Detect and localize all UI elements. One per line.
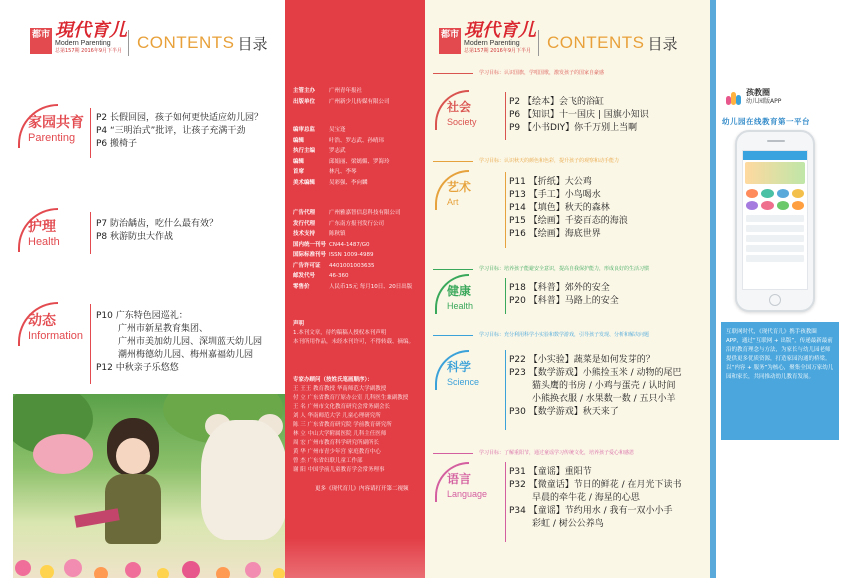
app-name: 孩教圈 xyxy=(746,88,770,97)
heading-divider xyxy=(128,30,129,56)
masthead-value: CN44-1487/G0 xyxy=(329,241,370,248)
app-banner xyxy=(745,162,805,184)
masthead-key: 编辑 xyxy=(293,137,305,144)
list-item[interactable]: P2 【绘本】会飞的浴缸 xyxy=(509,97,605,107)
section-art xyxy=(435,178,471,207)
masthead-key: 邮发代号 xyxy=(293,273,316,279)
masthead-value: 林凡、李琴 xyxy=(329,169,357,175)
section-title-cn: 护理 xyxy=(28,219,56,235)
logo-subtitle: Modern Parenting xyxy=(55,40,111,47)
section-health xyxy=(435,282,473,311)
section-parenting xyxy=(18,112,84,144)
magazine-logo xyxy=(439,22,536,54)
contents-cn: 目录 xyxy=(647,34,678,53)
girl-face xyxy=(116,438,150,474)
masthead-row xyxy=(293,282,412,293)
section-language xyxy=(435,470,487,499)
learning-goal: 学习目标：认识秋天的颜色和色彩，提升孩子的观察和动手能力 xyxy=(475,158,619,165)
masthead-gap xyxy=(293,107,412,125)
app-tile-icon xyxy=(792,201,804,210)
logo-subtitle: Modern Parenting xyxy=(464,40,520,47)
contents-cn: 目录 xyxy=(237,34,268,53)
masthead-value: 广州新少儿传媒有限公司 xyxy=(329,98,390,105)
statement-heading: 声明 xyxy=(293,321,305,327)
masthead-key: 技术支持 xyxy=(293,231,316,237)
list-item[interactable]: P12 中秋亲子乐悠悠 xyxy=(96,363,179,373)
masthead-row xyxy=(293,157,412,168)
section-items-science xyxy=(509,354,682,419)
list-item[interactable]: P11 【折纸】大公鸡 xyxy=(509,177,592,187)
list-item[interactable]: P7 防治龋齿，吃什么最有效？ xyxy=(96,219,219,229)
logo-issue: 总第157期 2016年9月下半月 xyxy=(464,48,532,54)
list-item[interactable]: 猫头鹰的书房 / 小鸡与蛋壳 / 认时间 xyxy=(532,381,676,391)
masthead-row xyxy=(293,97,412,108)
app-tile-icon xyxy=(746,189,758,198)
expert-line: 付 立 广东省教育厅原办公室 儿科医生兼副教授 xyxy=(293,395,409,401)
masthead-value: 46-360 xyxy=(329,273,349,279)
feed-row xyxy=(746,225,804,232)
section-divider xyxy=(505,350,506,430)
learning-goal: 学习目标：认识国旗，学唱国歌，激发孩子的国家自豪感 xyxy=(475,70,604,77)
list-item[interactable]: P14 【填色】秋天的森林 xyxy=(509,203,610,213)
list-item[interactable]: P16 【绘画】海底世界 xyxy=(509,229,601,239)
logo-seal: 都市 xyxy=(439,28,461,54)
masthead-row xyxy=(293,208,412,219)
section-title-en: Health xyxy=(28,236,60,248)
masthead-key: 广告代理 xyxy=(293,210,316,216)
masthead-key: 编审总监 xyxy=(293,127,316,133)
masthead-key: 首席 xyxy=(293,169,305,175)
expert-line: 陈 三 广东省教育研究院 学前教育研究所 xyxy=(293,422,392,428)
section-items-society xyxy=(509,96,649,135)
masthead-row xyxy=(293,261,412,272)
section-title-en: Science xyxy=(447,377,480,387)
list-item[interactable]: 广州市美加幼儿园、深圳蓝天幼儿园 xyxy=(118,337,263,347)
experts-block xyxy=(293,376,408,475)
masthead-key: 零售价 xyxy=(293,283,310,290)
list-item[interactable]: P15 【绘画】千姿百态的海浪 xyxy=(509,216,628,226)
masthead-row xyxy=(293,86,412,97)
list-item[interactable]: P9 【小书DIY】你千万别上当啊 xyxy=(509,123,638,133)
feed-row xyxy=(746,215,804,222)
expert-line: 刘 人 华南师范大学 儿童心理研究所 xyxy=(293,413,381,419)
logo-issue: 总第157期 2016年9月下半月 xyxy=(55,48,123,54)
masthead-value: 吴宝逢 xyxy=(329,127,346,133)
logo-script: 現代育儿 xyxy=(55,20,127,41)
list-item[interactable]: 早晨的牵牛花 / 海星的心思 xyxy=(532,493,640,503)
teddy-bear xyxy=(201,420,285,540)
list-item[interactable]: P8 秋游防虫大作战 xyxy=(96,232,174,242)
list-item[interactable]: P6 搬椅子 xyxy=(96,139,138,149)
section-society xyxy=(435,98,477,127)
app-logo-icon xyxy=(726,89,742,105)
section-title-cn: 社会 xyxy=(447,100,472,114)
logo-script: 現代育儿 xyxy=(464,20,536,41)
section-items-parenting xyxy=(96,112,263,151)
list-item[interactable]: P20 【科普】马路上的安全 xyxy=(509,296,619,306)
section-science xyxy=(435,358,479,387)
masthead-key: 出版单位 xyxy=(293,98,316,105)
masthead-row xyxy=(293,167,412,178)
masthead-row xyxy=(293,146,412,157)
masthead-value: 叶浩、罗志武、孙晴玮 xyxy=(329,137,385,144)
toc-page xyxy=(425,0,710,578)
section-title-en: Society xyxy=(447,117,477,127)
app-desc: 幼儿园版APP xyxy=(746,98,782,105)
expert-line: 曾 杰 广东省妇联儿童工作部 xyxy=(293,458,363,464)
section-divider xyxy=(505,92,506,140)
section-items-health xyxy=(509,282,619,308)
feed-row xyxy=(746,245,804,252)
app-icon-grid xyxy=(743,186,807,213)
section-title-cn: 科学 xyxy=(447,360,472,374)
masthead-row xyxy=(293,136,412,147)
section-title-en: Parenting xyxy=(28,132,76,144)
section-health xyxy=(18,216,60,248)
list-item[interactable]: P10 广东特色园巡礼： xyxy=(96,311,188,321)
photo-flowers xyxy=(33,434,93,474)
masthead-row xyxy=(293,271,412,282)
list-item[interactable]: P32 【微童话】节日的鲜花 / 在月光下读书 xyxy=(509,480,682,490)
masthead-value: 广州雅嘉智信息科技有限公司 xyxy=(329,210,401,216)
list-item[interactable]: P6 【知识】十一国庆 | 国旗小知识 xyxy=(509,110,649,120)
masthead-key: 发行代理 xyxy=(293,220,316,227)
masthead-value: 广东南方报刊发行公司 xyxy=(329,220,385,227)
app-tile-icon xyxy=(792,189,804,198)
app-blurb: 互联网时代，《现代育儿》携手孩教圈 APP，通过“互联网 + 出版”，传递最新最前沿的教育理念与方法，为家长与幼儿园老师提供更多优质资源，打造家园沟通的桥梁。以“内容 + 服务”为核心，聚集全国万家幼儿园和家长，共同推动幼儿教育发展。 xyxy=(721,322,839,440)
contents-heading xyxy=(128,30,268,56)
expert-line: 黄 华 广州市青少年宫 家庭教育中心 xyxy=(293,449,381,455)
torn-edge xyxy=(285,538,425,578)
masthead-key: 执行主编 xyxy=(293,148,316,154)
statement-block xyxy=(293,320,414,347)
phone-mockup xyxy=(735,130,815,312)
expert-line: 林 立 中山大学附属医院 儿科主任医师 xyxy=(293,431,387,437)
section-divider xyxy=(90,212,91,254)
masthead-key: 广告许可证 xyxy=(293,262,321,269)
expert-line: 王 名 广州市文化教育研究会常务副会长 xyxy=(293,404,390,410)
masthead-value: 陈秋镇 xyxy=(329,231,346,237)
app-logo xyxy=(726,88,781,106)
magazine-logo xyxy=(30,22,127,54)
masthead-key: 编辑 xyxy=(293,158,305,165)
list-item[interactable]: 小熊换衣服 / 水果数一数 / 五只小羊 xyxy=(532,394,676,404)
flower-border xyxy=(13,538,285,578)
list-item[interactable]: P23 【数学游戏】小熊捡玉米 / 动物的尾巴 xyxy=(509,368,682,378)
app-tile-icon xyxy=(777,189,789,198)
masthead-row xyxy=(293,125,412,136)
section-items-health xyxy=(96,218,218,244)
masthead-panel xyxy=(285,0,425,578)
blue-stripe xyxy=(710,0,716,578)
section-divider xyxy=(505,278,506,314)
section-title-en: Health xyxy=(447,301,474,311)
masthead-value: 人民币15元 每月10日、20日出版 xyxy=(329,283,413,290)
section-divider xyxy=(90,108,91,158)
child-photo xyxy=(13,394,285,578)
list-item[interactable]: P13 【手工】小鸟喝水 xyxy=(509,190,601,200)
list-item[interactable]: P4 “三明治式”批评，让孩子充满干劲 xyxy=(96,126,246,136)
bottom-note: 更多《现代育儿》内容请打开第二视频 xyxy=(315,486,409,492)
expert-line: 谢 阳 中国学前儿童教育学会常务理事 xyxy=(293,467,385,473)
list-item[interactable]: P31 【童谣】重阳节 xyxy=(509,467,592,477)
learning-goal: 学习目标：培养孩子能避安全意识，提高自我保护能力，形成良好的生活习惯 xyxy=(475,266,649,273)
statement-line: 本刊所用作品，未经本刊许可，不得转载、摘编。 xyxy=(293,339,415,345)
masthead-row xyxy=(293,229,412,240)
masthead-row xyxy=(293,250,412,261)
app-tile-icon xyxy=(746,201,758,210)
list-item[interactable]: P30 【数学游戏】秋天来了 xyxy=(509,407,619,417)
contents-en: CONTENTS xyxy=(137,33,235,52)
masthead-row xyxy=(293,178,412,189)
statement-line: 1.本刊文章，待约稿稿人授权本刊声明 xyxy=(293,330,387,336)
list-item[interactable]: P2 长假回园，孩子如何更快适应幼儿园？ xyxy=(96,113,264,123)
section-title-cn: 家园共育 xyxy=(28,115,84,131)
expert-line: 周 宏 广州市教育科学研究所副所长 xyxy=(293,440,379,446)
section-items-information xyxy=(96,310,262,375)
learning-goal: 学习目标：了解重阳节，通过童谣学习传统文化，培养孩子爱心和感恩 xyxy=(475,450,634,457)
feed-row xyxy=(746,235,804,242)
section-divider xyxy=(505,172,506,248)
contents-heading xyxy=(538,30,678,56)
app-tile-icon xyxy=(761,201,773,210)
left-page xyxy=(0,0,285,578)
masthead-key: 主管主办 xyxy=(293,88,316,94)
masthead-value: 罗志武 xyxy=(329,148,346,154)
contents-en: CONTENTS xyxy=(547,33,645,52)
logo-seal: 都市 xyxy=(30,28,52,54)
section-divider xyxy=(505,462,506,542)
expert-line: 王 王王 教育教授 华南师范大学副教授 xyxy=(293,386,387,392)
masthead-value: 邱娟丽、梁嫣媚、罗海玲 xyxy=(329,158,390,165)
app-tile-icon xyxy=(777,201,789,210)
phone-screen xyxy=(742,150,808,290)
section-title-cn: 艺术 xyxy=(447,180,472,194)
heading-divider xyxy=(538,30,539,56)
app-topbar xyxy=(743,151,807,160)
section-title-en: Art xyxy=(447,197,459,207)
section-items-art xyxy=(509,176,628,241)
section-divider xyxy=(90,304,91,384)
masthead-value: 吴彩强、李向麟 xyxy=(329,179,368,186)
app-slogan: 幼儿园在线教育第一平台 xyxy=(722,117,810,126)
section-information xyxy=(18,310,83,342)
list-item[interactable]: P34 【童谣】节约用水 / 我有一双小小手 xyxy=(509,506,673,516)
phone-speaker xyxy=(767,140,785,142)
section-title-en: Language xyxy=(447,489,488,499)
masthead-value: 广州青年报社 xyxy=(329,88,363,94)
list-item[interactable]: 潮州梅德幼儿园、梅州嘉福幼儿园 xyxy=(118,350,254,360)
list-item[interactable]: P22 【小实验】蔬菜是如何发芽的？ xyxy=(509,355,655,365)
section-title-cn: 语言 xyxy=(447,472,472,486)
app-feed xyxy=(743,213,807,267)
list-item[interactable]: 彩虹 / 树公公养鸟 xyxy=(532,519,604,529)
masthead-list xyxy=(293,86,412,292)
masthead-key: 美术编辑 xyxy=(293,179,316,186)
masthead-row xyxy=(293,219,412,230)
masthead-value: ISSN 1009-4989 xyxy=(329,252,374,258)
list-item[interactable]: P18 【科普】郊外的安全 xyxy=(509,283,610,293)
section-title-cn: 动态 xyxy=(28,313,56,329)
section-title-en: Information xyxy=(28,330,84,342)
experts-heading: 专家办顾问（按姓氏笔画顺序）： xyxy=(293,377,373,383)
learning-goal: 学习目标：充分利用科学小实验和数学游戏，引导孩子发现、分析和解决问题 xyxy=(475,332,649,339)
app-tile-icon xyxy=(761,189,773,198)
feed-row xyxy=(746,255,804,262)
phone-home-button xyxy=(769,294,781,306)
masthead-key: 国际标准刊号 xyxy=(293,252,327,258)
section-items-language xyxy=(509,466,682,531)
masthead-key: 国内统一刊号 xyxy=(293,241,327,248)
masthead-value: 4401001003635 xyxy=(329,262,375,269)
list-item[interactable]: 广州市新星教育集团、 xyxy=(118,324,209,334)
section-title-cn: 健康 xyxy=(447,284,472,298)
masthead-row xyxy=(293,240,412,251)
masthead-gap xyxy=(293,188,412,208)
